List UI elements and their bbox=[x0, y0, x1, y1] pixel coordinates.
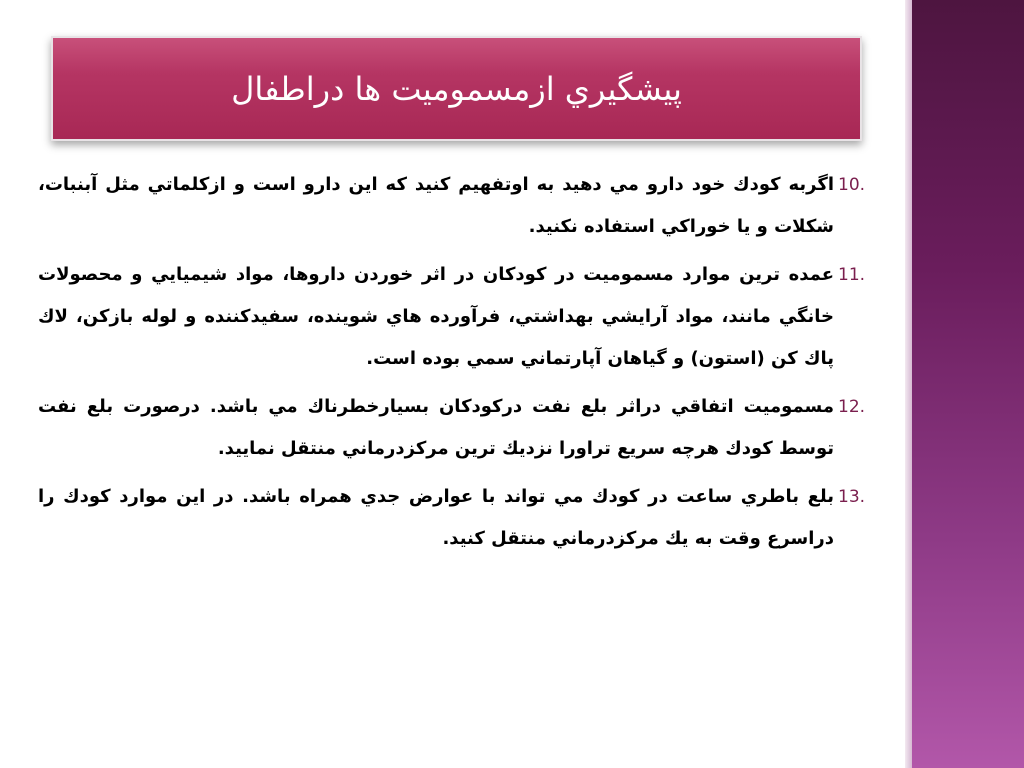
list-item-number: 10. bbox=[838, 175, 866, 195]
list-item-text: مسموميت اتفاقي دراثر بلع نفت دركودكان بسيارخطرناك مي باشد. درصورت بلع نفت توسط كودك هرچه سريع تراورا نزديك ترين مركزدرماني منتقل نماييد. bbox=[38, 396, 834, 459]
title-banner bbox=[51, 36, 862, 141]
list-item-number: 12. bbox=[838, 397, 866, 417]
list-item-12 bbox=[38, 386, 888, 470]
numbered-list bbox=[38, 164, 888, 566]
list-item-number: 11. bbox=[838, 265, 866, 285]
list-item-number: 13. bbox=[838, 487, 866, 507]
decorative-side-bar bbox=[912, 0, 1024, 768]
list-item-13 bbox=[38, 476, 888, 560]
list-item-11 bbox=[38, 254, 888, 380]
list-item-text: اگربه کودك خود دارو مي دهيد به اوتفهيم كنيد كه اين دارو است و ازكلماتي مثل آبنبات، شكلات و يا خوراكي استفاده نكنيد. bbox=[38, 174, 834, 237]
side-bar-edge bbox=[905, 0, 912, 768]
list-item-text: بلع باطري ساعت در كودك مي تواند با عوارض جدي همراه باشد. در اين موارد كودك را دراسرع وقت به يك مركزدرماني منتقل كنيد. bbox=[38, 486, 834, 549]
slide-title: پيشگيري ازمسموميت ها دراطفال bbox=[231, 69, 682, 108]
list-item-10 bbox=[38, 164, 888, 248]
list-item-text: عمده ترين موارد مسموميت در كودكان در اثر خوردن داروها، مواد شيميايي و محصولات خانگي مانند، مواد آرايشي بهداشتي، فرآورده هاي شوينده، سفيدكننده و لوله بازكن، لاك پاك كن (استون) و گياهان آپارتماني سمي بوده است. bbox=[38, 264, 834, 369]
